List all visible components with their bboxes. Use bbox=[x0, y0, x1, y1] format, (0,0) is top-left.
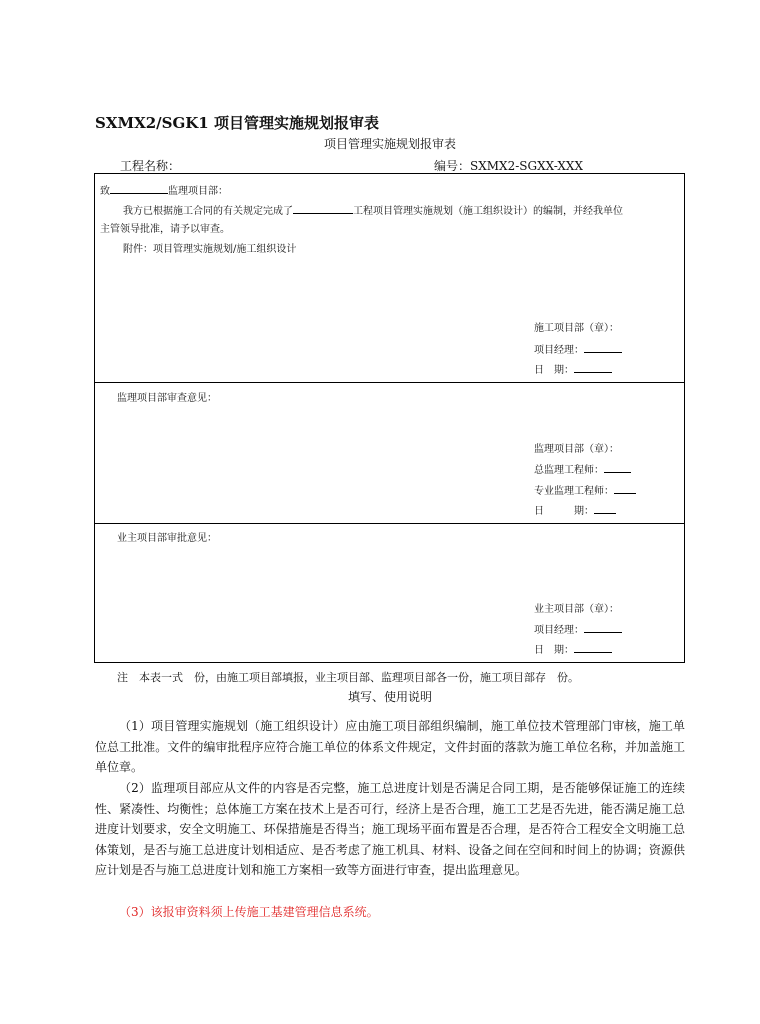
document-title: SXMX2/SGK1 项目管理实施规划报审表 bbox=[95, 114, 379, 132]
chief-engineer-line bbox=[534, 463, 631, 477]
form-number: 编号：SXMX2-SGXX-XXX bbox=[434, 159, 584, 173]
project-name-label: 工程名称： bbox=[120, 159, 181, 173]
form-title: 项目管理实施规划报审表 bbox=[323, 137, 456, 151]
chief-engineer-blank[interactable] bbox=[604, 463, 631, 473]
specialist-engineer-line bbox=[534, 484, 636, 498]
construction-manager-line bbox=[534, 343, 622, 357]
construction-date-line bbox=[534, 363, 612, 377]
body-part-1: 我方已根据施工合同的有关规定完成了 bbox=[123, 206, 293, 217]
addressee-prefix: 致 bbox=[100, 186, 110, 197]
body-line-1 bbox=[123, 204, 623, 218]
owner-manager-blank[interactable] bbox=[584, 623, 622, 633]
project-name-blank[interactable] bbox=[293, 204, 353, 214]
owner-date-label: 日 期： bbox=[534, 645, 574, 656]
section-divider-2 bbox=[95, 523, 684, 524]
owner-opinion-heading: 业主项目部审批意见： bbox=[117, 533, 217, 544]
owner-date-blank[interactable] bbox=[574, 643, 612, 653]
supervision-date-line bbox=[534, 504, 616, 518]
instructions-title: 填写、使用说明 bbox=[347, 690, 432, 704]
chief-engineer-label: 总监理工程师： bbox=[534, 465, 604, 476]
construction-dept-seal: 施工项目部（章）： bbox=[534, 323, 619, 334]
construction-manager-label: 项目经理： bbox=[534, 345, 584, 356]
approval-form-table bbox=[94, 173, 685, 663]
supervision-date-label: 日 期： bbox=[534, 506, 594, 517]
addressee-suffix: 监理项目部： bbox=[168, 186, 228, 197]
copies-note: 注 本表一式 份，由施工项目部填报，业主项目部、监理项目部各一份，施工项目部存 份。 bbox=[117, 671, 579, 684]
supervision-name-blank[interactable] bbox=[110, 184, 168, 194]
supervision-dept-seal: 监理项目部（章）： bbox=[534, 444, 619, 455]
supervision-date-blank[interactable] bbox=[594, 504, 616, 514]
owner-dept-seal: 业主项目部（章）： bbox=[534, 604, 619, 615]
addressee-line bbox=[100, 184, 228, 198]
owner-manager-label: 项目经理： bbox=[534, 625, 584, 636]
construction-date-blank[interactable] bbox=[574, 363, 612, 373]
owner-date-line bbox=[534, 643, 612, 657]
instruction-paragraph-3: （3）该报审资料须上传施工基建管理信息系统。 bbox=[119, 905, 379, 919]
specialist-engineer-label: 专业监理工程师： bbox=[534, 486, 614, 497]
construction-manager-blank[interactable] bbox=[584, 343, 622, 353]
owner-manager-line bbox=[534, 623, 622, 637]
body-line-2: 主管领导批准，请予以审查。 bbox=[100, 224, 230, 235]
instruction-paragraph-1: （1）项目管理实施规划（施工组织设计）应由施工项目部组织编制，施工单位技术管理部门审核，施工单位总工批准。文件的编审批程序应符合施工单位的体系文件规定，文件封面的落款为施工单位名称，并加盖施工单位章。 bbox=[95, 719, 685, 774]
section-divider-1 bbox=[95, 382, 684, 383]
construction-date-label: 日 期： bbox=[534, 365, 574, 376]
instruction-paragraph-2: （2）监理项目部应从文件的内容是否完整，施工总进度计划是否满足合同工期，是否能够保证施工的连续性、紧凑性、均衡性；总体施工方案在技术上是否可行，经济上是否合理，施工工艺是否先进，能否满足施工总进度计划要求，安全文明施工、环保措施是否得当；施工现场平面布置是否合理，是否符合工程安全文明施工总体策划，是否与施工总进度计划相适应、是否考虑了施工机具、材料、设备之间在空间和时间上的协调；资源供应计划是否与施工总进度计划和施工方案相一致等方面进行审查，提出监理意见。 bbox=[95, 781, 685, 877]
supervision-opinion-heading: 监理项目部审查意见： bbox=[117, 393, 217, 404]
attachment-line: 附件：项目管理实施规划/施工组织设计 bbox=[123, 244, 297, 255]
specialist-engineer-blank[interactable] bbox=[614, 484, 636, 494]
body-part-2: 工程项目管理实施规划（施工组织设计）的编制，并经我单位 bbox=[353, 206, 623, 217]
